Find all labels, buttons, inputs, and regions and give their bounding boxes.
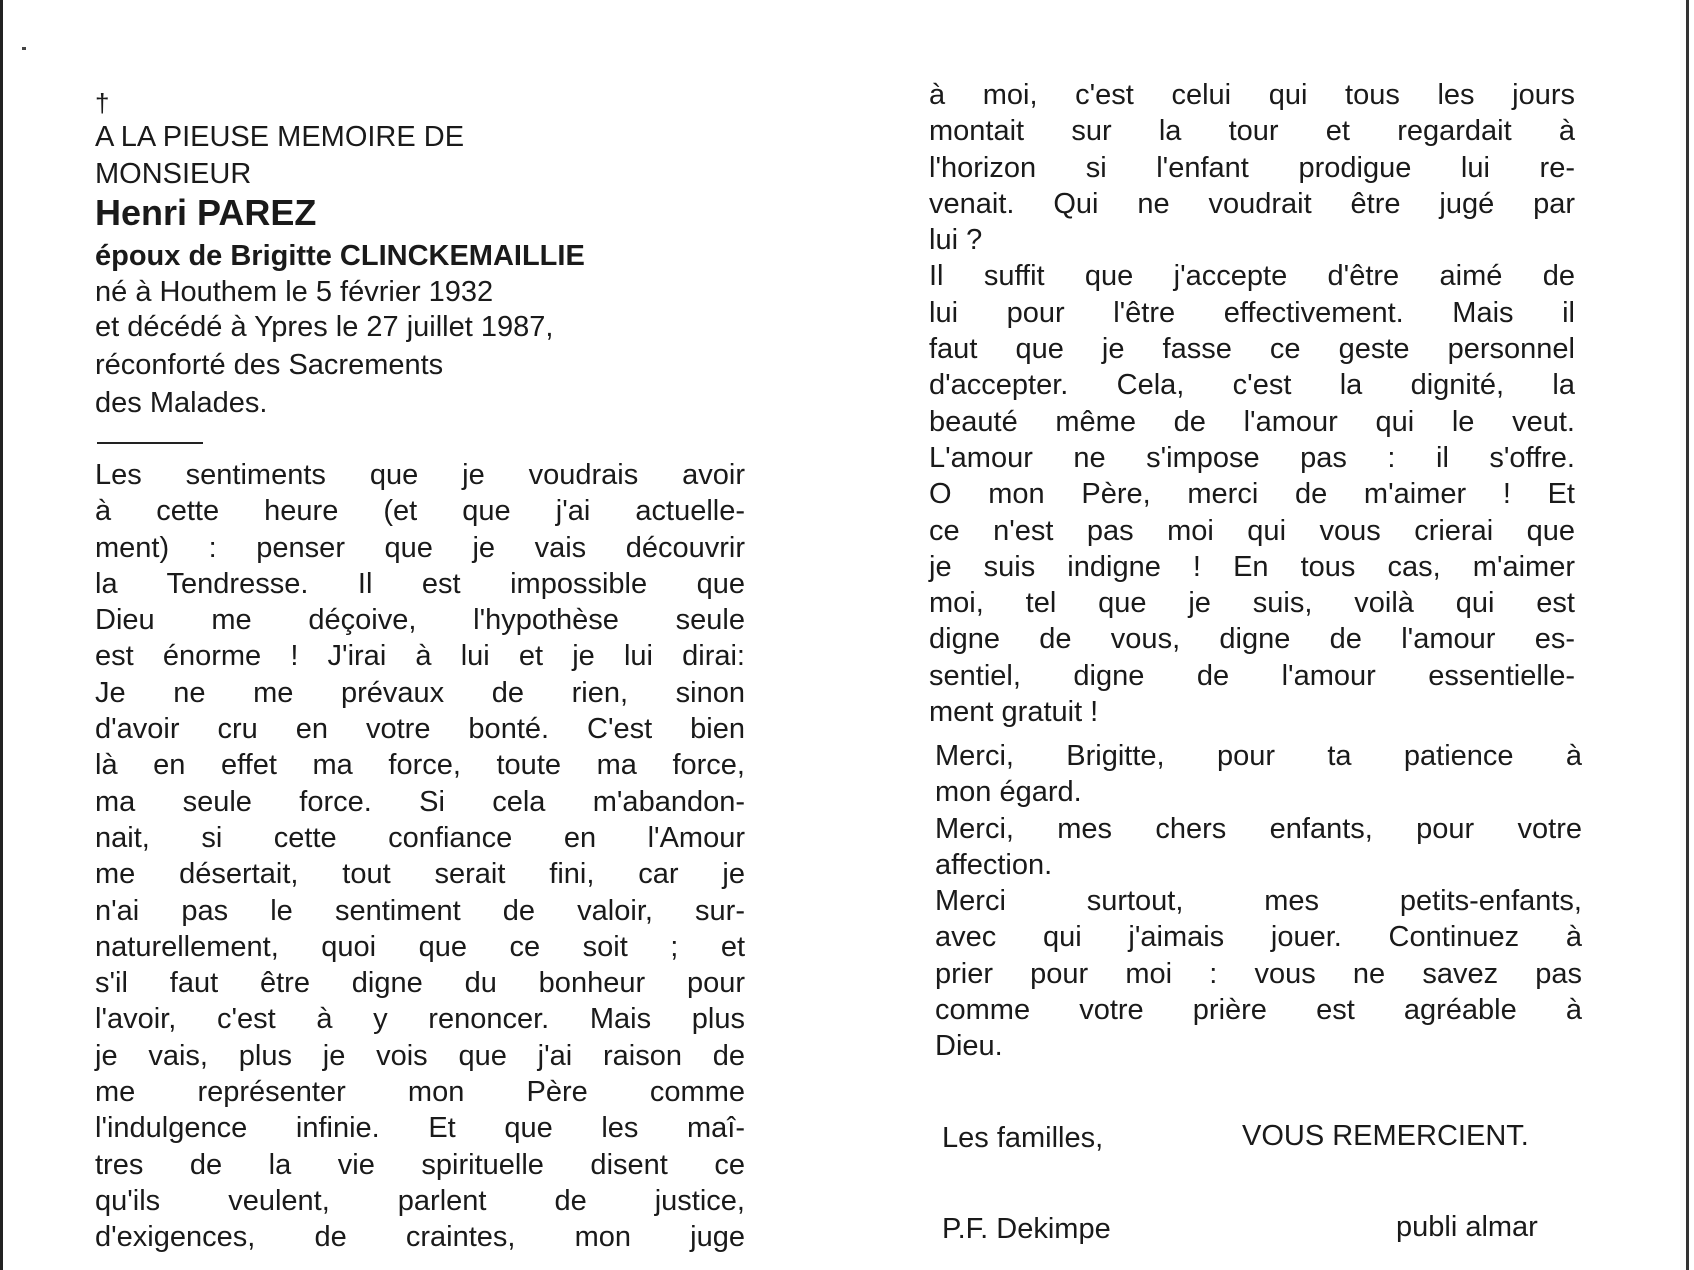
text-line: Il suffit que j'accepte d'être aimé de: [929, 260, 1575, 293]
text-line: montait sur la tour et regardait à: [929, 115, 1575, 148]
scan-speck: [22, 47, 26, 50]
text-line: la Tendresse. Il est impossible que: [95, 567, 745, 600]
text-line: Merci, Brigitte, pour ta patience à: [935, 740, 1582, 772]
text-line: comme votre prière est agréable à: [935, 994, 1582, 1027]
text-line: l'horizon si l'enfant prodigue lui re-: [929, 151, 1575, 184]
text-line: O mon Père, merci de m'aimer ! Et: [929, 478, 1575, 511]
text-line: Dieu.: [935, 1030, 1003, 1063]
divider: [97, 442, 203, 444]
text-line: lui ?: [929, 224, 983, 257]
cross-icon: †: [95, 88, 110, 118]
thanks-label: VOUS REMERCIENT.: [1242, 1120, 1529, 1152]
text-line: naturellement, quoi que ce soit ; et: [95, 930, 745, 963]
meditation-text-left: [95, 457, 745, 1256]
text-line: d'accepter. Cela, c'est la dignité, la: [929, 369, 1575, 402]
sacraments-line: réconforté des Sacrements: [95, 349, 444, 381]
memorial-heading-2: MONSIEUR: [95, 158, 252, 190]
birth-line: né à Houthem le 5 février 1932: [95, 276, 494, 308]
text-line: mon égard.: [935, 776, 1082, 809]
text-line: L'amour ne s'impose pas : il s'offre.: [929, 441, 1575, 474]
text-line: l'avoir, c'est à y renoncer. Mais plus: [95, 1003, 745, 1036]
funeral-home: P.F. Dekimpe: [942, 1213, 1111, 1245]
text-line: Merci surtout, mes petits-enfants,: [935, 885, 1582, 918]
death-line: et décédé à Ypres le 27 juillet 1987,: [95, 311, 554, 343]
text-line: qu'ils veulent, parlent de justice,: [95, 1184, 745, 1217]
text-line: d'exigences, de craintes, mon juge: [95, 1221, 745, 1254]
families-label: Les familles,: [942, 1122, 1104, 1154]
text-line: je suis indigne ! En tous cas, m'aimer: [929, 550, 1575, 583]
text-line: à moi, c'est celui qui tous les jours: [929, 79, 1575, 111]
text-line: l'indulgence infinie. Et que les maî-: [95, 1112, 745, 1145]
spouse-line: époux de Brigitte CLINCKEMAILLIE: [95, 240, 585, 272]
text-line: Dieu me déçoive, l'hypothèse seule: [95, 604, 745, 637]
text-line: Merci, mes chers enfants, pour votre: [935, 812, 1582, 845]
scan-edge-right: [1686, 0, 1689, 1270]
meditation-text-right: [929, 77, 1575, 730]
text-line: faut que je fasse ce geste personnel: [929, 333, 1575, 366]
text-line: je vais, plus je vois que j'ai raison de: [95, 1039, 745, 1072]
text-line: n'ai pas le sentiment de valoir, sur-: [95, 894, 745, 927]
text-line: Je ne me prévaux de rien, sinon: [95, 676, 745, 709]
deceased-name: Henri PAREZ: [95, 192, 317, 233]
text-line: est énorme ! J'irai à lui et je lui dirai:: [95, 640, 745, 673]
text-line: me représenter mon Père comme: [95, 1076, 745, 1109]
text-line: ment) : penser que je vais découvrir: [95, 531, 745, 564]
text-line: sentiel, digne de l'amour essentielle-: [929, 659, 1575, 692]
text-line: s'il faut être digne du bonheur pour: [95, 967, 745, 1000]
text-line: me désertait, tout serait fini, car je: [95, 858, 745, 891]
printer-name: publi almar: [1396, 1211, 1538, 1243]
text-line: ce n'est pas moi qui vous crierai que: [929, 514, 1575, 547]
text-line: avec qui j'aimais jouer. Continuez à: [935, 921, 1582, 954]
text-line: nait, si cette confiance en l'Amour: [95, 821, 745, 854]
text-line: tres de la vie spirituelle disent ce: [95, 1148, 745, 1181]
text-line: beauté même de l'amour qui le veut.: [929, 405, 1575, 438]
text-line: ma seule force. Si cela m'abandon-: [95, 785, 745, 818]
text-line: prier pour moi : vous ne savez pas: [935, 957, 1582, 990]
scan-edge-left: [0, 0, 3, 1270]
text-line: affection.: [935, 848, 1053, 881]
text-line: digne de vous, digne de l'amour es-: [929, 623, 1575, 656]
text-line: à cette heure (et que j'ai actuelle-: [95, 495, 745, 528]
thanks-text: [935, 738, 1582, 1065]
sacraments-line-2: des Malades.: [95, 387, 268, 419]
text-line: ment gratuit !: [929, 696, 1099, 729]
text-line: moi, tel que je suis, voilà qui est: [929, 587, 1575, 620]
text-line: venait. Qui ne voudrait être jugé par: [929, 187, 1575, 220]
text-line: lui pour l'être effectivement. Mais il: [929, 296, 1575, 329]
text-line: Les sentiments que je voudrais avoir: [95, 459, 745, 491]
text-line: d'avoir cru en votre bonté. C'est bien: [95, 713, 745, 746]
memorial-heading: A LA PIEUSE MEMOIRE DE: [95, 121, 465, 153]
text-line: là en effet ma force, toute ma force,: [95, 749, 745, 782]
